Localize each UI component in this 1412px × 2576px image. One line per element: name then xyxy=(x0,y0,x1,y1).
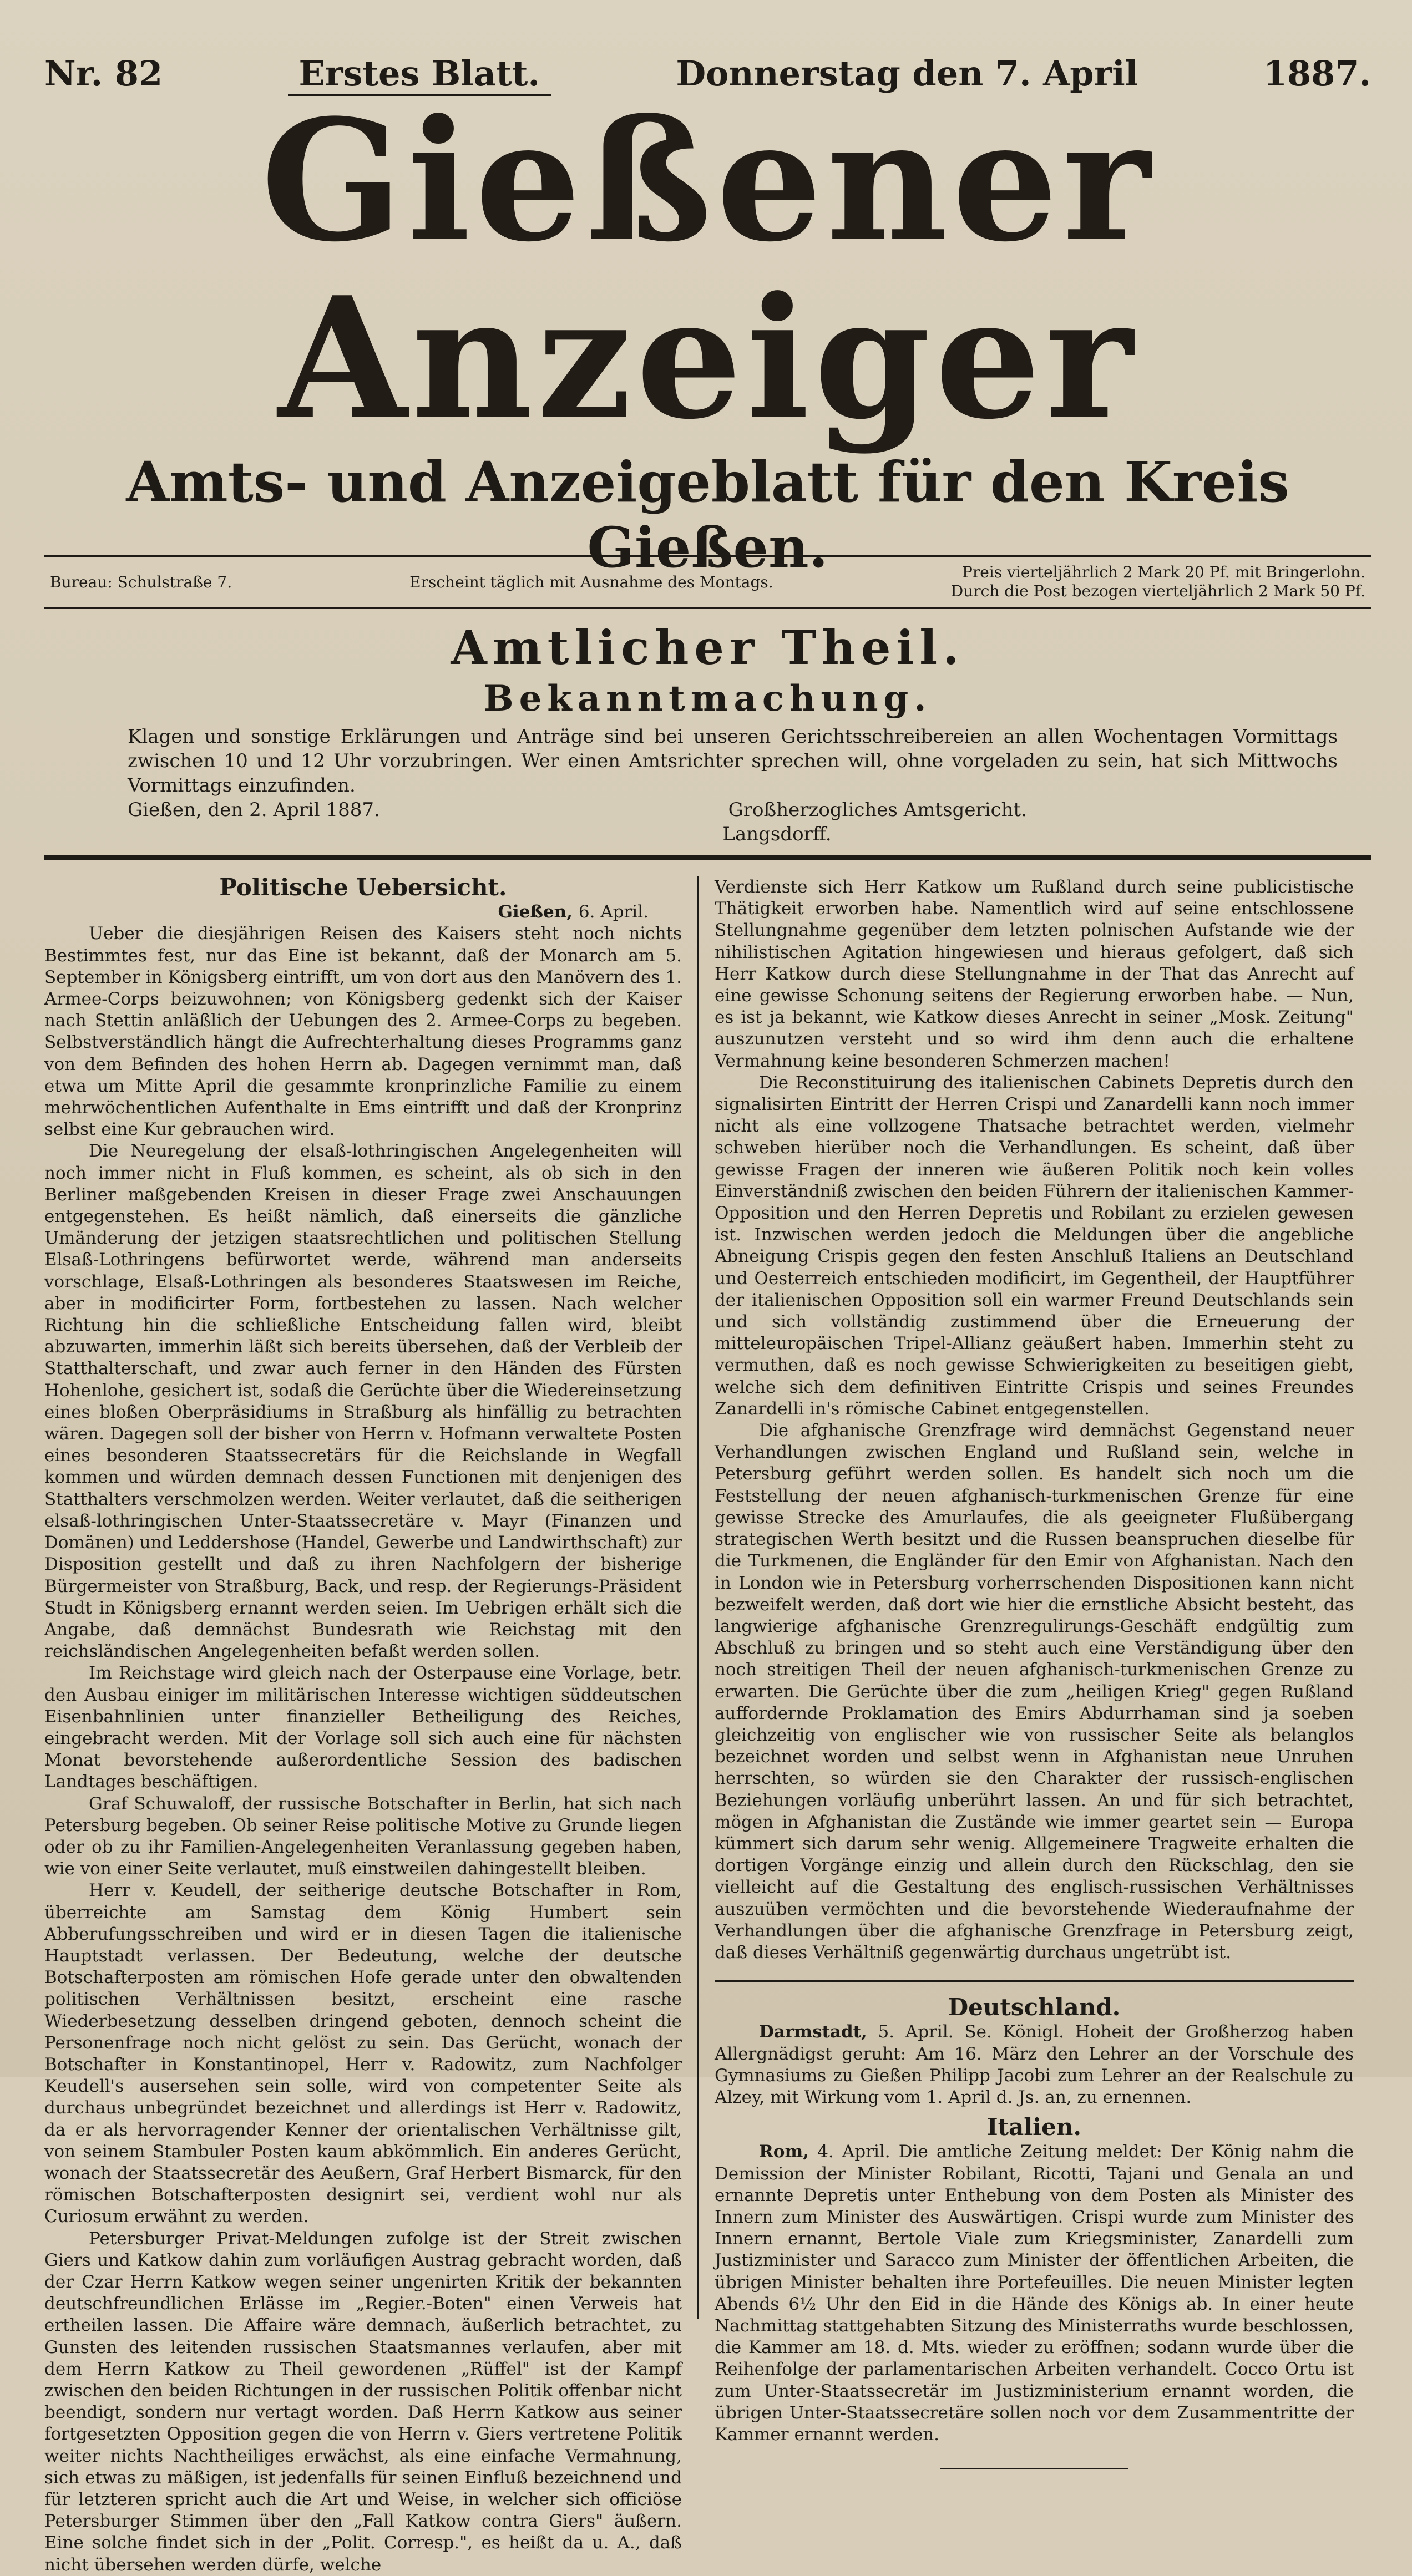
column-divider xyxy=(715,1980,1354,1982)
paragraph xyxy=(715,2141,1354,2446)
end-rule xyxy=(940,2468,1128,2469)
paragraph: Herr v. Keudell, der seitherige deutsche Botschafter in Rom, überreichte am Samstag dem König Humbert sein Abberufungsschreiben und wird er in diesen Tagen die italienische Hauptstadt verlassen. Der Bedeutung, welche der deutsche Botschafterposten am römischen Hofe gerade unter den obwaltenden politischen Verhältnissen besitzt, erscheint eine rasche Wiederbesetzung desselben dringend geboten, dennoch scheint die Personenfrage noch nicht gelöst zu sein. Das Gerücht, wonach der Botschafter in Konstantinopel, Herr v. Radowitz, zum Nachfolger Keudell's ausersehen sein solle, wird von competenter Seite als durchaus unbegründet bezeichnet und allerdings ist Herr v. Radowitz, da er als hervorragender Kenner der orientalischen Verhältnisse gilt, von seinem Stambuler Posten kaum abkömmlich. Ein anderes Gerücht, wonach der Staatssecretär des Aeußern, Graf Herbert Bismarck, für den römischen Botschafterposten designirt sei, verdient wohl nur als Curiosum erwähnt zu werden. xyxy=(44,1880,682,2227)
paragraph: Die Neuregelung der elsaß-lothringischen Angelegenheiten will noch immer nicht in Fluß kommen, es scheint, als ob sich in den Berliner maßgebenden Kreisen in dieser Frage zwei Anschauungen entgegenstehen. Es heißt nämlich, daß einerseits die gänzliche Umänderung der jetzigen staatsrechtlichen und politischen Stellung Elsaß-Lothringens befürwortet werde, während man anderseits vorschlage, Elsaß-Lothringen als besonderes Staatswesen im Reiche, aber in modificirter Form, fortbestehen zu lassen. Nach welcher Richtung hin die schließliche Entscheidung fallen wird, bleibt abzuwarten, immerhin läßt sich bereits übersehen, daß der Verbleib der Statthalterschaft, und zwar auch ferner in den Händen des Fürsten Hohenlohe, gesichert ist, sodaß die Gerüchte über die Wiedereinsetzung eines bloßen Oberpräsidiums in Straßburg als hinfällig zu betrachten wären. Dagegen soll der bisher von Herrn v. Hofmann verwaltete Posten eines besonderen Staatssecretärs für die Reichslande in Wegfall kommen und würden demnach dessen Functionen mit denjenigen des Statthalters verschmolzen werden. Weiter verlautet, daß die seitherigen elsaß-lothringischen Unter-Staatssecretäre v. Mayr (Finanzen und Domänen) und Leddershose (Handel, Gewerbe und Landwirthschaft) zur Disposition gestellt und daß zu ihren Nachfolgern der bisherige Bürgermeister von Straßburg, Back, und resp. der Regierungs-Präsident Studt in Königsberg ernannt werden seien. Im Uebrigen erhält sich die Angabe, daß demnächst Bundesrath wie Reichstag mit den reichsländischen Angelegenheiten befaßt werden sollen. xyxy=(44,1141,682,1662)
bureau-address: Bureau: Schulstraße 7. xyxy=(50,572,232,591)
issue-year: 1887. xyxy=(1263,53,1371,94)
section-divider xyxy=(44,855,1371,860)
paragraph: Ueber die diesjährigen Reisen des Kaisers steht noch nichts Bestimmtes fest, nur das Eine ist bekannt, daß der Monarch am 5. September in Königsberg eintrifft, um von dort aus den Manövern des 1. Armee-Corps beizuwohnen; von Königsberg gedenkt sich der Kaiser nach Stettin anläßlich der Uebungen des 2. Armee-Corps zu begeben. Selbstverständlich hängt die Aufrechterhaltung dieses Programms ganz von dem Befinden des hohen Herrn ab. Dagegen vernimmt man, daß etwa um Mitte April die gesammte kronprinzliche Familie zu einem mehrwöchentlichen Aufenthalte in Ems eintrifft und daß der Kronprinz selbst eine Kur gebrauchen wird. xyxy=(44,924,682,1140)
appearance-note: Erscheint täglich mit Ausnahme des Montags. xyxy=(409,572,773,591)
paragraph: Verdienste sich Herr Katkow um Rußland durch seine publicistische Thätigkeit erworben habe. Namentlich wird auf seine entschlossene Stellungnahme gegenüber dem letzten polnischen Aufstande wie der nihilistischen Agitation hingewiesen und hieraus gefolgert, daß sich Herr Katkow durch diese Stellungnahme in der That das Anrecht auf eine gewisse Schonung seitens der Regierung erworben habe. — Nun, es ist ja bekannt, wie Katkow dieses Anrecht in seiner „Mosk. Zeitung" auszunutzen versteht und so wird ihm denn auch die erhaltene Vermahnung keine besonderen Schmerzen machen! xyxy=(715,877,1354,1071)
dateline-place: Rom, xyxy=(759,2142,809,2162)
price-info xyxy=(951,563,1365,601)
sheet-label: Erstes Blatt. xyxy=(288,53,551,96)
notice-signature-line xyxy=(128,798,1338,822)
paragraph: Die Reconstituirung des italienischen Cabinets Depretis durch den signalisirten Eintritt der Herren Crispi und Zanardelli kann noch immer nicht als eine vollzogene Thatsache betrachtet werden, vielmehr schweben hierüber noch die Verhandlungen. Es scheint, daß über gewisse Fragen der inneren wie äußeren Politik noch kein volles Einverständniß zwischen den beiden Führern der italienischen Kammer-Opposition und den Herren Depretis und Robilant zu erzielen gewesen ist. Inzwischen werden jedoch die Meldungen über die angebliche Abneigung Crispis gegen den festen Anschluß Italiens an Deutschland und Oesterreich entschieden modificirt, im Gegentheil, der Hauptführer der italienischen Opposition soll ein warmer Freund Deutschlands sein und sich vollständig zustimmend über die Erneuerung der mitteleuropäischen Tripel-Allianz geäußert haben. Immerhin steht zu vermuthen, daß es noch gewisse Schwierigkeiten zu beseitigen giebt, welche sich dem definitiven Eintritte Crispis und seines Freundes Zanardelli in's römische Cabinet entgegenstellen. xyxy=(715,1072,1354,1419)
paragraph: Die afghanische Grenzfrage wird demnächst Gegenstand neuer Verhandlungen zwischen England und Rußland sein, welche in Petersburg geführt werden sollen. Es handelt sich noch um die Feststellung der neuen afghanisch-turkmenischen Grenze für eine gewisse Strecke des Amurlaufes, die als geeigneter Flußübergang strategischen Werth besitzt und die Russen beanspruchen dieselbe für die Turkmenen, die Engländer für den Emir von Afghanistan. Nach den in London wie in Petersburg vorherrschenden Dispositionen kann nicht bezweifelt werden, daß dort wie hier die ernstliche Absicht besteht, das langwierige afghanische Grenzregulirungs-Geschäft endgültig zum Abschluß zu bringen und so steht auch eine Verständigung über den noch streitigen Theil der neuen afghanisch-turkmenischen Grenze zu erwarten. Die Gerüchte über die zum „heiligen Krieg" gegen Rußland auffordernde Proklamation des Emirs Abdurrhaman sind ja soeben gleichzeitig von englischer wie von russischer Seite als belanglos bezeichnet worden und selbst wenn in Afghanistan neue Unruhen herrschten, so würden sie den Charakter der russisch-englischen Beziehungen vorläufig unberührt lassen. An und für sich betrachtet, mögen in Afghanistan die Zustände wie immer geartet sein — Europa kümmert sich darum sehr wenig. Allgemeinere Tragweite erhalten die dortigen Vorgänge einzig und allein durch den Rückschlag, den sie vielleicht auf die Gestaltung des englisch-russischen Verhältnisses auszuüben vermöchten und die bevorstehende Wiederaufnahme der Verhandlungen über die afghanische Grenzfrage in Petersburg zeigt, daß dieses Verhältniß gegenwärtig durchaus ungetrübt ist. xyxy=(715,1421,1354,1963)
notice-place-date: Gießen, den 2. April 1887. xyxy=(128,799,380,821)
section-heading-italien: Italien. xyxy=(986,2113,1082,2141)
paragraph-text: 5. April. Se. Königl. Hoheit der Großherzog haben Allergnädigst geruht: Am 16. März den Lehrer an der Vorschule des Gymnasiums zu Gießen Philipp Jacobi zum Lehrer an der Realschule zu Alzey, mit Wirkung vom 1. April d. Js. an, zu ernennen. xyxy=(715,2022,1354,2107)
issue-number: Nr. 82 xyxy=(44,53,163,94)
paragraph: Im Reichstage wird gleich nach der Osterpause eine Vorlage, betr. den Ausbau einiger im militärischen Interesse wichtigen süddeutschen Eisenbahnlinien unter finanzieller Betheiligung des Reiches, eingebracht werden. Mit der Vorlage soll sich auch eine für nächsten Monat bevorstehende außerordentliche Session des badischen Landtages beschäftigen. xyxy=(44,1663,682,1792)
dateline-place: Darmstadt, xyxy=(759,2022,867,2042)
paragraph: Graf Schuwaloff, der russische Botschafter in Berlin, hat sich nach Petersburg begeben. Ob seiner Reise politische Motive zu Grunde liegen oder ob zu ihr Familien-Angelegenheiten Veranlassung gegeben haben, wie von einer Seite verlautet, muß einstweilen dahingestellt bleiben. xyxy=(44,1793,682,1879)
masthead-subtitle: Amts- und Anzeigeblatt für den Kreis Gießen. xyxy=(126,449,1289,580)
section-heading-deutschland: Deutschland. xyxy=(948,1994,1121,2021)
dateline-giessen xyxy=(44,901,682,923)
paragraph-text: 4. April. Die amtliche Zeitung meldet: Der König nahm die Demission der Minister Robilant, Ricotti, Tajani und Genala an und ernannte Depretis unter Enthebung von dem Posten als Minister des Innern zum Minister des Auswärtigen. Crispi wurde zum Minister des Innern ernannt, Bertole Viale zum Kriegsminister, Zanardelli zum Justizminister und Saracco zum Minister der öffentlichen Arbeiten, die übrigen Minister behalten ihre Portefeuilles. Die neuen Minister legten Abends 6½ Uhr den Eid in die Hände des Königs ab. In einer heute Nachmittag stattgehabten Sitzung des Ministerraths wurde beschlossen, die Kammer am 18. d. Mts. wieder zu eröffnen; sodann wurde über die Reihenfolge der parlamentarischen Arbeiten verhandelt. Cocco Ortu ist zum Unter-Staatssecretär im Justizministerium ernannt worden, die übrigen Unter-Staatssecretäre sollen noch vor dem Zusammentritte der Kammer ernannt werden. xyxy=(715,2142,1354,2445)
price-line-1: Preis vierteljährlich 2 Mark 20 Pf. mit Bringerlohn. xyxy=(962,563,1365,581)
column-right xyxy=(699,876,1354,2445)
issue-date: Donnerstag den 7. April xyxy=(676,53,1138,94)
notice-title: Bekanntmachung. xyxy=(483,678,932,719)
dateline-place: Gießen, xyxy=(498,902,573,922)
paragraph: Petersburger Privat-Meldungen zufolge ist der Streit zwischen Giers und Katkow dahin zum vorläufigen Austrag gebracht worden, daß der Czar Herrn Katkow wegen seiner ungenirten Kritik der bekannten deutschfreundlichen Erlässe im „Regier.-Boten" einen Verweis hat ertheilen lassen. Die Affaire wäre demnach, äußerlich betrachtet, zu Gunsten des leitenden russischen Staatsmannes verlaufen, aber mit dem Herrn Katkow zu Theil gewordenen „Rüffel" ist der Kampf zwischen den beiden Richtungen in der russischen Politik offenbar nicht beendigt, sondern nur vertagt worden. Daß Herrn Katkow aus seiner fortgesetzten Opposition gegen die von Herrn v. Giers vertretene Politik weiter nichts Nachtheiliges erwächst, als eine einfache Vermahnung, sich etwas zu mäßigen, ist jedenfalls für seinen Einfluß bezeichnend und für letzteren spricht auch die Art und Weise, in welcher sich officiöse Petersburger Stimmen über den „Fall Katkow contra Giers" äußern. Eine solche findet sich in der „Polit. Corresp.", es heißt da u. A., daß nicht übersehen werden dürfe, welche xyxy=(44,2228,682,2575)
notice-signature: Langsdorff. xyxy=(722,823,832,845)
official-notice xyxy=(44,724,1371,846)
official-section-title: Amtlicher Theil. xyxy=(451,620,965,675)
masthead-title: Gießener Anzeiger xyxy=(261,83,1155,456)
paragraph xyxy=(715,2021,1354,2108)
article-columns xyxy=(44,874,1371,2575)
column-heading: Politische Uebersicht. xyxy=(219,874,507,901)
notice-authority: Großherzogliches Amtsgericht. xyxy=(728,799,1027,821)
notice-text: Klagen und sonstige Erklärungen und Anträge sind bei unseren Gerichtsschreibereien an allen Wochentagen Vormittags zwischen 10 und 12 Uhr vorzubringen. Wer einen Amtsrichter sprechen will, ohne vorgeladen zu sein, hat sich Mittwochs Vormittags einzufinden. xyxy=(128,726,1338,797)
column-left xyxy=(44,874,699,2575)
dateline-date: 6. April. xyxy=(578,902,649,922)
price-line-2: Durch die Post bezogen vierteljährlich 2 Mark 50 Pf. xyxy=(950,582,1365,600)
